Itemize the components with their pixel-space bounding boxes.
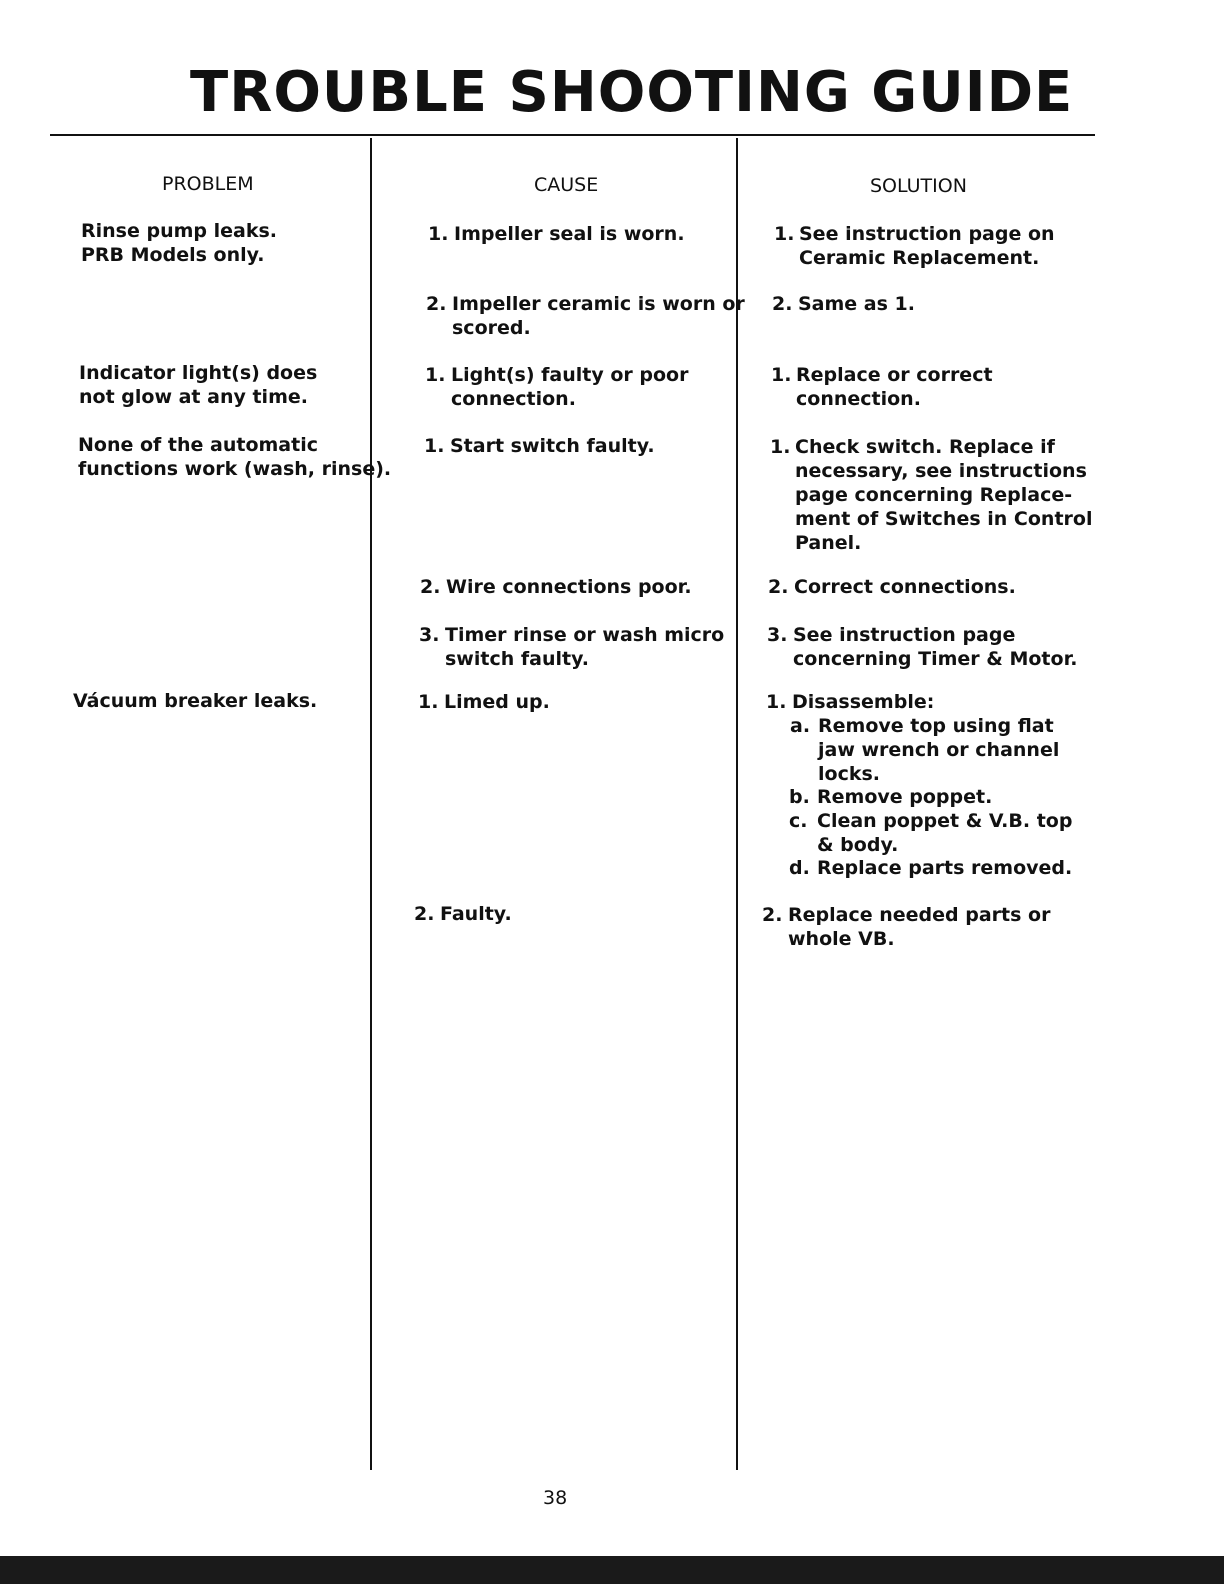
solution-number: 2. (768, 576, 789, 598)
cause-line: Light(s) faulty or poor (451, 364, 689, 386)
problem-vacuum-breaker (73, 689, 317, 713)
solution-line: Panel. (795, 532, 862, 554)
cause-item (428, 222, 685, 246)
cause-line: Wire connections poor. (446, 576, 692, 598)
solution-line: necessary, see instructions (795, 460, 1087, 482)
cause-line: switch faulty. (445, 648, 589, 670)
substep-d (789, 856, 1072, 880)
solution-line: Replace needed parts or (788, 904, 1051, 926)
substep-b (789, 785, 992, 809)
solution-item (762, 903, 1050, 951)
solution-number: 1. (770, 436, 791, 458)
cause-line: connection. (451, 388, 576, 410)
solution-line: page concerning Replace- (795, 484, 1073, 506)
problem-line: None of the automatic (78, 434, 318, 456)
cause-number: 2. (420, 576, 441, 598)
cause-line: Faulty. (440, 903, 512, 925)
substep-letter: a. (790, 715, 811, 737)
cause-line: Start switch faulty. (450, 435, 655, 457)
cause-number: 2. (414, 903, 435, 925)
solution-line: Check switch. Replace if (795, 436, 1055, 458)
problem-line: functions work (wash, rinse). (78, 458, 392, 480)
solution-line: Same as 1. (798, 293, 915, 315)
solution-line: Ceramic Replacement. (799, 247, 1040, 269)
cause-number: 1. (425, 364, 446, 386)
cause-number: 3. (419, 624, 440, 646)
solution-line: concerning Timer & Motor. (793, 648, 1078, 670)
solution-number: 3. (767, 624, 788, 646)
solution-number: 2. (772, 293, 793, 315)
cause-column-header: CAUSE (534, 174, 599, 196)
solution-line: See instruction page (793, 624, 1016, 646)
solution-item (774, 222, 1055, 270)
solution-number: 2. (762, 904, 783, 926)
problem-line: not glow at any time. (79, 386, 308, 408)
column-divider-left (370, 138, 372, 1470)
solution-number: 1. (774, 223, 795, 245)
cause-number: 1. (424, 435, 445, 457)
solution-line: ment of Switches in Control (795, 508, 1093, 530)
solution-item (770, 435, 1092, 555)
cause-item (418, 690, 550, 714)
solution-item (771, 363, 993, 411)
cause-line: Impeller ceramic is worn or (452, 293, 745, 315)
substep-line: Clean poppet & V.B. top (817, 810, 1073, 832)
cause-item (424, 434, 655, 458)
problem-column-header: PROBLEM (162, 173, 254, 195)
solution-number: 1. (766, 691, 787, 713)
scan-bottom-edge (0, 1556, 1224, 1584)
cause-item (419, 623, 724, 671)
solution-item (768, 575, 1016, 599)
solution-line: Correct connections. (794, 576, 1016, 598)
solution-item-disassemble (766, 690, 934, 714)
solution-line: Replace or correct (796, 364, 993, 386)
problem-line: Vácuum breaker leaks. (73, 690, 318, 712)
problem-line: Rinse pump leaks. (81, 220, 278, 242)
substep-line: jaw wrench or channel (818, 739, 1060, 761)
cause-number: 2. (426, 293, 447, 315)
cause-line: Timer rinse or wash micro (445, 624, 725, 646)
cause-item (414, 902, 512, 926)
solution-line: connection. (796, 388, 921, 410)
problem-line: PRB Models only. (81, 244, 265, 266)
substep-line: Remove top using flat (818, 715, 1054, 737)
solution-line: Disassemble: (792, 691, 935, 713)
page-number: 38 (543, 1487, 568, 1509)
solution-item (767, 623, 1077, 671)
substep-line: Replace parts removed. (817, 857, 1073, 879)
solution-item (772, 292, 915, 316)
problem-line: Indicator light(s) does (79, 362, 318, 384)
cause-line: Impeller seal is worn. (454, 223, 685, 245)
cause-number: 1. (418, 691, 439, 713)
solution-number: 1. (771, 364, 792, 386)
problem-rinse-pump (81, 219, 277, 267)
cause-line: Limed up. (444, 691, 550, 713)
solution-column-header: SOLUTION (870, 175, 967, 197)
cause-item (420, 575, 692, 599)
substep-letter: c. (789, 810, 808, 832)
substep-c (789, 809, 1072, 857)
cause-number: 1. (428, 223, 449, 245)
substep-a (790, 714, 1059, 786)
substep-line: & body. (817, 834, 899, 856)
cause-line: scored. (452, 317, 531, 339)
substep-line: locks. (818, 763, 880, 785)
solution-line: See instruction page on (799, 223, 1055, 245)
substep-letter: b. (789, 786, 810, 808)
problem-indicator-light (79, 361, 317, 409)
substep-letter: d. (789, 857, 810, 879)
page-title: TROUBLE SHOOTING GUIDE (190, 60, 1074, 125)
cause-item (426, 292, 745, 340)
cause-item (425, 363, 688, 411)
solution-line: whole VB. (788, 928, 895, 950)
substep-line: Remove poppet. (817, 786, 993, 808)
title-divider (50, 134, 1095, 136)
problem-automatic-functions (78, 433, 391, 481)
